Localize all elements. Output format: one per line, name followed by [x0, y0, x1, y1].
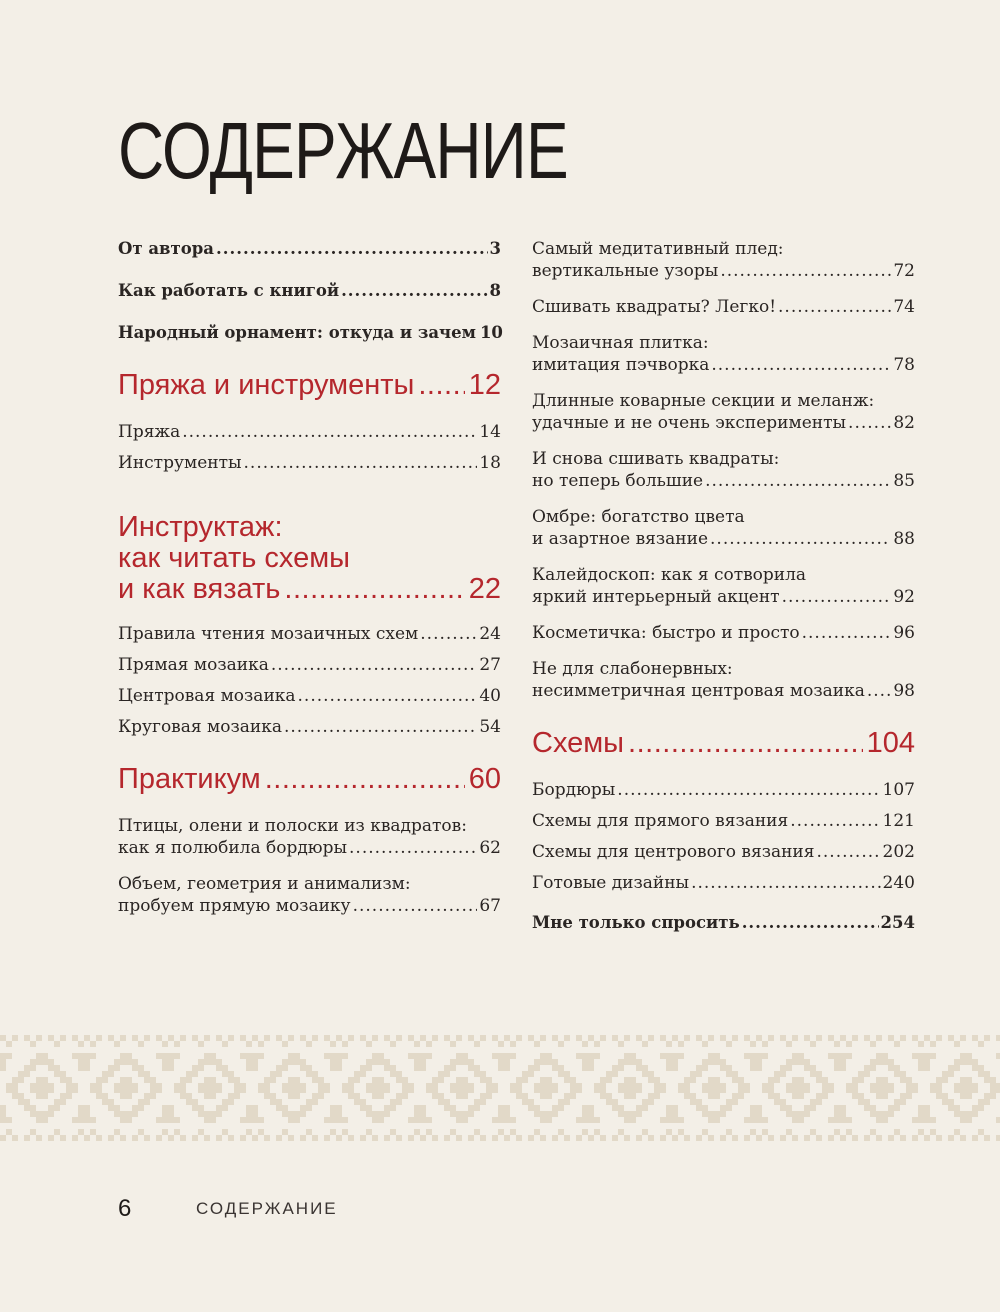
toc-entry[interactable] — [532, 872, 915, 894]
toc-entry[interactable] — [118, 623, 501, 645]
toc-entry-title: Народный орнамент: откуда и зачем — [118, 323, 476, 342]
leader-dots — [216, 238, 488, 260]
toc-entry-title: Сшивать квадраты? Легко! — [532, 297, 777, 317]
leader-dots — [284, 574, 464, 605]
toc-entry[interactable] — [118, 421, 501, 443]
toc-entry-page: 3 — [489, 239, 501, 258]
leader-dots — [628, 728, 863, 759]
leader-dots — [353, 895, 478, 917]
toc-entry-page: 88 — [893, 529, 915, 549]
toc-entry-title-line: Не для слабонервных: — [532, 659, 733, 679]
toc-entry[interactable] — [532, 332, 915, 376]
leader-dots — [817, 841, 881, 863]
toc-entry-title: Как работать с книгой — [118, 281, 340, 300]
toc-entry-title: Правила чтения мозаичных схем — [118, 624, 419, 644]
toc-section-heading[interactable] — [118, 764, 501, 795]
toc-entry-title-line: но теперь большие — [532, 471, 704, 491]
toc-entry[interactable] — [118, 654, 501, 676]
toc-entry-title-line: И снова сшивать квадраты: — [532, 449, 780, 469]
toc-left-column — [118, 238, 501, 931]
toc-entry-page: 27 — [479, 655, 501, 675]
section-title: Пряжа и инструменты — [118, 369, 415, 401]
toc-entry[interactable] — [118, 280, 501, 302]
toc-entry[interactable] — [532, 296, 915, 318]
toc-entry-title-line: Омбре: богатство цвета — [532, 507, 745, 527]
toc-entry-title: Схемы для центрового вязания — [532, 842, 815, 862]
toc-entry[interactable] — [532, 779, 915, 801]
leader-dots — [802, 622, 892, 644]
toc-section-heading[interactable] — [118, 370, 501, 401]
toc-entry[interactable] — [532, 506, 915, 550]
section-title-line: Инструктаж: — [118, 511, 283, 543]
toc-entry-page: 202 — [882, 842, 915, 862]
folk-ornament-band — [0, 1035, 1000, 1141]
leader-dots — [782, 586, 892, 608]
leader-dots — [418, 370, 464, 401]
page-number: 6 — [118, 1195, 132, 1222]
section-title-line: как читать схемы — [118, 542, 350, 574]
toc-entry-page: 18 — [479, 453, 501, 473]
toc-entry-title-line: пробуем прямую мозаику — [118, 896, 351, 916]
toc-entry-title: Косметичка: быстро и просто — [532, 623, 800, 643]
toc-entry-title: Пряжа — [118, 422, 181, 442]
section-page: 60 — [468, 763, 501, 795]
toc-entry-page: 67 — [479, 896, 501, 916]
toc-entry-title-line: Калейдоскоп: как я сотворила — [532, 565, 807, 585]
section-page: 22 — [468, 573, 501, 605]
leader-dots — [720, 260, 891, 282]
toc-entry-title-line: имитация пэчворка — [532, 355, 710, 375]
leader-dots — [298, 685, 478, 707]
toc-entry[interactable] — [118, 322, 501, 344]
toc-entry-page: 14 — [479, 422, 501, 442]
leader-dots — [711, 354, 891, 376]
toc-entry-page: 85 — [893, 471, 915, 491]
toc-entry-title: Схемы для прямого вязания — [532, 811, 789, 831]
leader-dots — [420, 623, 477, 645]
toc-entry-title-line: несимметричная центровая мозаика — [532, 681, 865, 701]
section-title: Схемы — [532, 727, 625, 759]
leader-dots — [341, 280, 487, 302]
toc-entry-page: 96 — [893, 623, 915, 643]
toc-entry-title: Прямая мозаика — [118, 655, 269, 675]
toc-right-column — [532, 238, 915, 954]
toc-entry-page: 78 — [893, 355, 915, 375]
section-page: 12 — [468, 369, 501, 401]
toc-entry-title-line: Мозаичная плитка: — [532, 333, 709, 353]
section-title: Практикум — [118, 763, 261, 795]
toc-entry-title-line: вертикальные узоры — [532, 261, 719, 281]
toc-entry-title-line: яркий интерьерный акцент — [532, 587, 780, 607]
section-title-line: и как вязать — [118, 573, 281, 605]
toc-section-heading[interactable] — [118, 512, 501, 605]
toc-entry-title-line: удачные и не очень эксперименты — [532, 413, 847, 433]
toc-entry[interactable] — [532, 841, 915, 863]
toc-entry-title-line: Птицы, олени и полоски из квадратов: — [118, 816, 467, 836]
running-title: СОДЕРЖАНИЕ — [196, 1199, 338, 1218]
section-page: 104 — [866, 727, 915, 759]
toc-entry-title: Центровая мозаика — [118, 686, 296, 706]
toc-entry-title: Бордюры — [532, 780, 616, 800]
toc-entry-page: 82 — [893, 413, 915, 433]
toc-entry-page: 40 — [479, 686, 501, 706]
toc-entry[interactable] — [532, 564, 915, 608]
leader-dots — [742, 912, 879, 934]
leader-dots — [284, 716, 477, 738]
toc-entry[interactable] — [118, 685, 501, 707]
leader-dots — [617, 779, 880, 801]
toc-entry[interactable] — [118, 238, 501, 260]
toc-entry-title: Готовые дизайны — [532, 873, 690, 893]
leader-dots — [691, 872, 880, 894]
toc-entry[interactable] — [532, 912, 915, 934]
toc-entry-title: Инструменты — [118, 453, 242, 473]
toc-entry[interactable] — [532, 390, 915, 434]
leader-dots — [265, 764, 465, 795]
leader-dots — [705, 470, 891, 492]
toc-entry[interactable] — [532, 810, 915, 832]
toc-entry-page: 121 — [882, 811, 915, 831]
leader-dots — [244, 452, 478, 474]
toc-entry-page: 254 — [880, 913, 915, 932]
toc-section-heading[interactable] — [532, 728, 915, 759]
toc-entry-title: Мне только спросить — [532, 913, 740, 932]
toc-entry-page: 92 — [893, 587, 915, 607]
toc-entry-page: 24 — [479, 624, 501, 644]
toc-entry-title-line: как я полюбила бордюры — [118, 838, 348, 858]
toc-entry[interactable] — [532, 448, 915, 492]
leader-dots — [867, 680, 892, 702]
toc-entry[interactable] — [532, 622, 915, 644]
toc-entry[interactable] — [118, 452, 501, 474]
leader-dots — [349, 837, 477, 859]
page-title: СОДЕРЖАНИЕ — [118, 106, 568, 195]
toc-entry-page: 62 — [479, 838, 501, 858]
toc-entry-page: 74 — [893, 297, 915, 317]
toc-entry-title-line: Самый медитативный плед: — [532, 239, 784, 259]
toc-entry-page: 72 — [893, 261, 915, 281]
toc-entry[interactable] — [532, 238, 915, 282]
leader-dots — [790, 810, 880, 832]
toc-entry-title-line: и азартное вязание — [532, 529, 709, 549]
toc-entry-title: От автора — [118, 239, 214, 258]
toc-entry-page: 8 — [489, 281, 501, 300]
toc-entry-title-line: Длинные коварные секции и меланж: — [532, 391, 875, 411]
toc-entry-page: 98 — [893, 681, 915, 701]
leader-dots — [848, 412, 891, 434]
leader-dots — [271, 654, 477, 676]
toc-entry[interactable] — [118, 716, 501, 738]
leader-dots — [710, 528, 891, 550]
toc-entry-page: 107 — [882, 780, 915, 800]
toc-entry[interactable] — [118, 873, 501, 917]
toc-entry-page: 54 — [479, 717, 501, 737]
toc-entry-page: 240 — [882, 873, 915, 893]
toc-entry-title-line: Объем, геометрия и анимализм: — [118, 874, 411, 894]
toc-entry[interactable] — [118, 815, 501, 859]
toc-entry-title: Круговая мозаика — [118, 717, 282, 737]
leader-dots — [182, 421, 477, 443]
toc-entry-page: 10 — [479, 323, 503, 342]
toc-entry[interactable] — [532, 658, 915, 702]
leader-dots — [778, 296, 891, 318]
